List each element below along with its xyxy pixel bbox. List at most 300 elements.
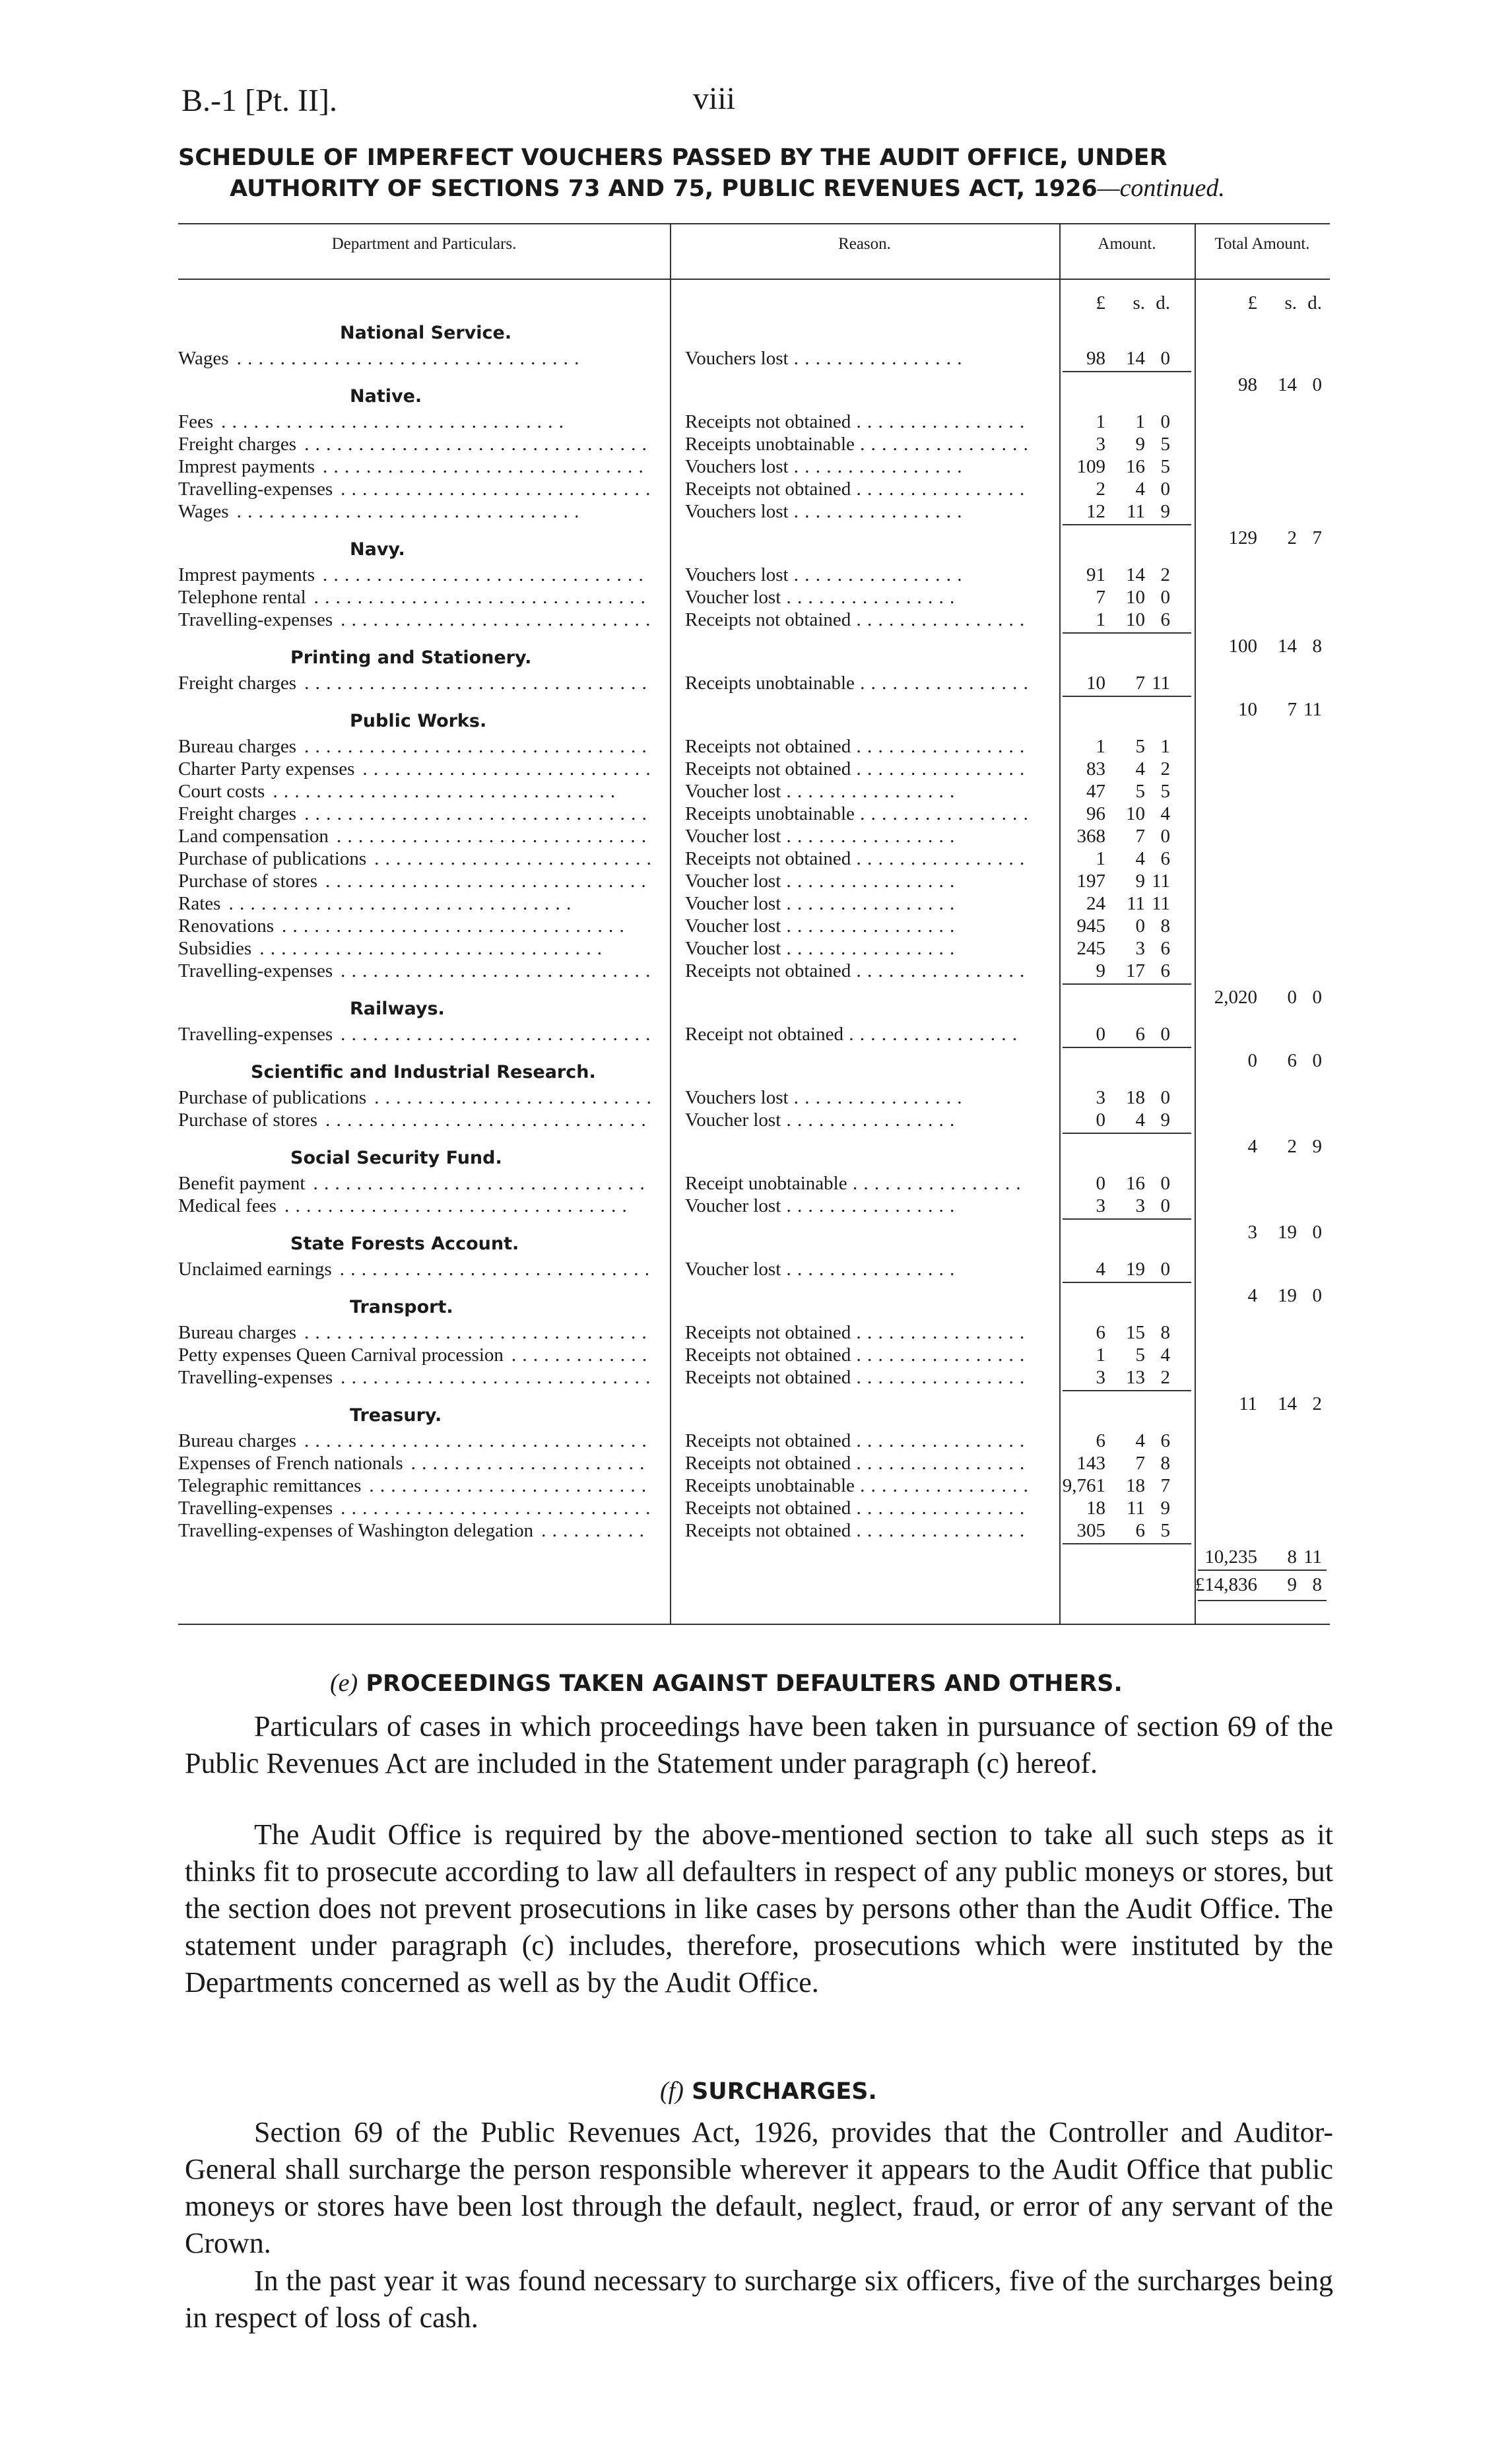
total-pence: 11 bbox=[1303, 699, 1322, 720]
total-pounds: 10 bbox=[1238, 699, 1257, 720]
row-particulars-text: Medical fees bbox=[178, 1195, 277, 1216]
total-shillings: 19 bbox=[1278, 1222, 1297, 1243]
total-pence: 0 bbox=[1312, 987, 1322, 1008]
row-reason-text: Receipts unobtainable bbox=[685, 1475, 855, 1496]
row-reason-text: Voucher lost bbox=[685, 871, 781, 892]
department-total bbox=[1195, 1135, 1330, 1158]
amount-shillings: 4 bbox=[1135, 479, 1145, 500]
row-amount bbox=[1056, 825, 1178, 847]
total-shillings: 8 bbox=[1287, 1546, 1297, 1568]
total-shillings: 7 bbox=[1287, 699, 1297, 720]
row-particulars bbox=[178, 478, 650, 500]
row-reason-text: Receipt not obtained bbox=[685, 1024, 843, 1045]
row-particulars-text: Freight charges bbox=[178, 673, 297, 694]
row-particulars bbox=[178, 672, 650, 694]
amount-pence: 0 bbox=[1160, 348, 1170, 369]
row-particulars bbox=[178, 347, 650, 370]
department-heading: Public Works. bbox=[350, 711, 487, 731]
row-amount bbox=[1056, 1086, 1178, 1109]
department-total bbox=[1195, 1284, 1330, 1307]
amount-shillings: 5 bbox=[1135, 781, 1145, 802]
total-pounds: 10,235 bbox=[1204, 1546, 1257, 1568]
row-reason-text: Voucher lost bbox=[685, 781, 781, 802]
amount-shillings: 3 bbox=[1135, 938, 1145, 959]
total-pounds: 100 bbox=[1228, 636, 1257, 657]
total-pounds: 11 bbox=[1239, 1393, 1257, 1414]
row-amount bbox=[1056, 937, 1178, 960]
row-amount bbox=[1056, 960, 1178, 982]
row-reason-text: Receipts not obtained bbox=[685, 1322, 851, 1343]
amount-shillings: 3 bbox=[1135, 1195, 1145, 1216]
amount-pounds: 3 bbox=[1096, 1195, 1105, 1216]
department-total bbox=[1195, 1049, 1330, 1072]
row-particulars bbox=[178, 915, 650, 937]
amount-shillings: 10 bbox=[1126, 803, 1145, 824]
amount-subtotal-rule bbox=[1063, 1047, 1191, 1048]
row-reason-text: Voucher lost bbox=[685, 1259, 781, 1280]
amount-pence: 11 bbox=[1152, 893, 1170, 914]
department-heading: Scientific and Industrial Research. bbox=[251, 1062, 596, 1082]
amount-pence: 6 bbox=[1160, 960, 1170, 981]
amount-pence: 0 bbox=[1160, 411, 1170, 432]
row-amount bbox=[1056, 564, 1178, 586]
row-particulars bbox=[178, 1474, 650, 1497]
amount-shillings: 6 bbox=[1135, 1520, 1145, 1541]
row-particulars-text: Travelling-expenses bbox=[178, 1024, 333, 1045]
department-total bbox=[1195, 1393, 1330, 1415]
row-reason-text: Receipts not obtained bbox=[685, 479, 851, 500]
department-total bbox=[1195, 698, 1330, 721]
row-reason-text: Receipts not obtained bbox=[685, 411, 851, 432]
row-particulars-text: Renovations bbox=[178, 915, 274, 937]
row-amount bbox=[1056, 672, 1178, 694]
row-particulars-text: Freight charges bbox=[178, 803, 297, 824]
amount-shillings: 4 bbox=[1135, 1430, 1145, 1451]
amount-pounds: 143 bbox=[1076, 1453, 1105, 1474]
row-particulars bbox=[178, 411, 650, 433]
row-reason-text: Receipts not obtained bbox=[685, 960, 851, 981]
total-pence: 2 bbox=[1312, 1393, 1322, 1414]
amount-shillings: 11 bbox=[1127, 1498, 1145, 1519]
total-pounds: 3 bbox=[1247, 1222, 1257, 1243]
amount-subtotal-rule bbox=[1063, 1390, 1191, 1391]
grand-total-shillings: 9 bbox=[1287, 1574, 1297, 1595]
amount-shillings: 18 bbox=[1126, 1087, 1145, 1108]
section-f-paragraph-2: In the past year it was found necessary to surcharge six officers, five of the surcharges being in respect of loss of cash. bbox=[185, 2265, 1333, 2334]
amount-pence: 11 bbox=[1152, 871, 1170, 892]
amount-pence: 2 bbox=[1160, 758, 1170, 779]
row-particulars-text: Travelling-expenses bbox=[178, 609, 333, 630]
row-reason-text: Receipts unobtainable bbox=[685, 673, 855, 694]
row-amount bbox=[1056, 803, 1178, 825]
row-particulars-text: Wages bbox=[178, 501, 229, 522]
page-reference: B.-1 [Pt. II]. bbox=[181, 83, 337, 118]
row-particulars-text: Wages bbox=[178, 348, 229, 369]
row-particulars-text: Bureau charges bbox=[178, 1430, 297, 1451]
row-particulars-text: Imprest payments bbox=[178, 564, 315, 585]
total-units: £ s. d. bbox=[1247, 292, 1322, 314]
department-heading: Native. bbox=[350, 386, 422, 407]
row-particulars bbox=[178, 1023, 650, 1045]
total-pence: 0 bbox=[1312, 374, 1322, 395]
amount-shillings: 16 bbox=[1126, 1173, 1145, 1194]
row-particulars bbox=[178, 1086, 650, 1109]
amount-pence: 5 bbox=[1160, 434, 1170, 455]
row-reason-text: Voucher lost bbox=[685, 826, 781, 847]
total-pence: 7 bbox=[1312, 527, 1322, 548]
total-pounds: 4 bbox=[1247, 1136, 1257, 1157]
row-particulars-text: Charter Party expenses bbox=[178, 758, 355, 779]
row-amount bbox=[1056, 1366, 1178, 1389]
department-total bbox=[1195, 1546, 1330, 1568]
row-reason-text: Voucher lost bbox=[685, 938, 781, 959]
total-pence: 8 bbox=[1312, 636, 1322, 657]
amount-shillings: 9 bbox=[1135, 434, 1145, 455]
row-particulars bbox=[178, 1519, 650, 1542]
row-reason-text: Receipts unobtainable bbox=[685, 803, 855, 824]
amount-pence: 0 bbox=[1160, 826, 1170, 847]
table-bottom-rule bbox=[178, 1624, 1330, 1625]
amount-pounds: 368 bbox=[1076, 826, 1105, 847]
amount-pounds: 1 bbox=[1096, 1344, 1105, 1366]
amount-shillings: 10 bbox=[1126, 609, 1145, 630]
row-particulars bbox=[178, 1344, 650, 1366]
row-amount bbox=[1056, 411, 1178, 433]
amount-pence: 0 bbox=[1160, 587, 1170, 608]
row-reason-text: Voucher lost bbox=[685, 915, 781, 937]
row-reason-text: Vouchers lost bbox=[685, 456, 789, 477]
row-particulars bbox=[178, 1258, 650, 1280]
amount-shillings: 9 bbox=[1135, 871, 1145, 892]
amount-pence: 0 bbox=[1160, 1173, 1170, 1194]
amount-pence: 11 bbox=[1152, 673, 1170, 694]
amount-subtotal-rule bbox=[1063, 371, 1191, 372]
department-total bbox=[1195, 986, 1330, 1009]
department-heading: Navy. bbox=[350, 539, 405, 560]
amount-shillings: 11 bbox=[1127, 893, 1145, 914]
amount-pence: 5 bbox=[1160, 456, 1170, 477]
total-pounds: 2,020 bbox=[1214, 987, 1257, 1008]
row-particulars-text: Travelling-expenses of Washington delegation bbox=[178, 1520, 534, 1541]
amount-pounds: 3 bbox=[1096, 1367, 1105, 1388]
amount-shillings: 11 bbox=[1127, 501, 1145, 522]
amount-pounds: 6 bbox=[1096, 1322, 1105, 1343]
amount-pounds: 2 bbox=[1096, 479, 1105, 500]
department-heading: State Forests Account. bbox=[290, 1234, 519, 1254]
total-pence: 0 bbox=[1312, 1050, 1322, 1071]
amount-pence: 2 bbox=[1160, 564, 1170, 585]
row-particulars bbox=[178, 1172, 650, 1195]
amount-pounds: 4 bbox=[1096, 1259, 1105, 1280]
row-amount bbox=[1056, 586, 1178, 609]
row-reason-text: Receipts not obtained bbox=[685, 758, 851, 779]
row-amount bbox=[1056, 915, 1178, 937]
row-reason-text: Receipts not obtained bbox=[685, 1367, 851, 1388]
row-amount bbox=[1056, 1258, 1178, 1280]
amount-shillings: 19 bbox=[1126, 1259, 1145, 1280]
row-particulars bbox=[178, 1109, 650, 1131]
row-particulars-text: Purchase of publications bbox=[178, 848, 367, 869]
page-number: viii bbox=[693, 81, 736, 116]
row-reason-text: Voucher lost bbox=[685, 893, 781, 914]
row-particulars-text: Petty expenses Queen Carnival procession bbox=[178, 1344, 504, 1366]
amount-subtotal-rule bbox=[1063, 1282, 1191, 1283]
amount-pounds: 1 bbox=[1096, 411, 1105, 432]
amount-pounds: 197 bbox=[1076, 871, 1105, 892]
title-line-2: AUTHORITY OF SECTIONS 73 AND 75, PUBLIC REVENUES ACT, 1926—continued. bbox=[230, 174, 1225, 202]
total-pounds: 98 bbox=[1238, 374, 1257, 395]
amount-shillings: 4 bbox=[1135, 1109, 1145, 1131]
department-heading: Treasury. bbox=[350, 1405, 442, 1426]
amount-pence: 0 bbox=[1160, 1087, 1170, 1108]
amount-shillings: 10 bbox=[1126, 587, 1145, 608]
row-amount bbox=[1056, 847, 1178, 870]
section-e-paragraph-2: The Audit Office is required by the above-mentioned section to take all such steps as it thinks fit to prosecute according to law all defaulters in respect of any public moneys or stores, but the section does not prevent prosecutions in like cases by persons other than the Audit Office. The statement under paragraph (c) includes, therefore, prosecutions which were instituted by the Departments concerned as well as by the Audit Office. bbox=[185, 1818, 1333, 1999]
row-particulars bbox=[178, 1366, 650, 1389]
row-particulars-text: Travelling-expenses bbox=[178, 1498, 333, 1519]
amount-pence: 6 bbox=[1160, 609, 1170, 630]
amount-pounds: 1 bbox=[1096, 609, 1105, 630]
total-pounds: 129 bbox=[1228, 527, 1257, 548]
row-amount bbox=[1056, 1321, 1178, 1344]
amount-pounds: 6 bbox=[1096, 1430, 1105, 1451]
row-particulars bbox=[178, 825, 650, 847]
row-particulars-text: Rates bbox=[178, 893, 221, 914]
vouchers-table bbox=[178, 223, 1330, 1625]
amount-pounds: 83 bbox=[1086, 758, 1105, 779]
total-pence: 0 bbox=[1312, 1285, 1322, 1306]
amount-pounds: 3 bbox=[1096, 434, 1105, 455]
row-reason-text: Receipts not obtained bbox=[685, 736, 851, 757]
amount-pounds: 24 bbox=[1086, 893, 1105, 914]
department-heading: Social Security Fund. bbox=[290, 1148, 502, 1168]
grand-total bbox=[1195, 1573, 1330, 1596]
amount-pounds: 96 bbox=[1086, 803, 1105, 824]
row-amount bbox=[1056, 1023, 1178, 1045]
row-particulars bbox=[178, 564, 650, 586]
amount-shillings: 5 bbox=[1135, 1344, 1145, 1366]
row-amount bbox=[1056, 1430, 1178, 1452]
row-particulars bbox=[178, 758, 650, 780]
amount-shillings: 0 bbox=[1135, 915, 1145, 937]
amount-pounds: 91 bbox=[1086, 564, 1105, 585]
department-total bbox=[1195, 635, 1330, 657]
row-particulars-text: Court costs bbox=[178, 781, 265, 802]
row-amount bbox=[1056, 1519, 1178, 1542]
row-particulars bbox=[178, 735, 650, 758]
amount-subtotal-rule bbox=[1063, 696, 1191, 697]
amount-shillings: 18 bbox=[1126, 1475, 1145, 1496]
amount-pounds: 0 bbox=[1096, 1109, 1105, 1131]
row-reason-text: Receipts not obtained bbox=[685, 1520, 851, 1541]
row-particulars bbox=[178, 1195, 650, 1217]
amount-shillings: 7 bbox=[1135, 1453, 1145, 1474]
row-particulars-text: Unclaimed earnings bbox=[178, 1259, 332, 1280]
total-pence: 0 bbox=[1312, 1222, 1322, 1243]
row-reason-text: Voucher lost bbox=[685, 587, 781, 608]
amount-pounds: 305 bbox=[1076, 1520, 1105, 1541]
amount-shillings: 1 bbox=[1135, 411, 1145, 432]
total-shillings: 19 bbox=[1278, 1285, 1297, 1306]
row-particulars bbox=[178, 1497, 650, 1519]
row-reason-text: Receipts not obtained bbox=[685, 609, 851, 630]
row-reason-text: Receipt unobtainable bbox=[685, 1173, 847, 1194]
row-particulars-text: Travelling-expenses bbox=[178, 960, 333, 981]
amount-subtotal-rule bbox=[1063, 1218, 1191, 1220]
row-amount bbox=[1056, 1474, 1178, 1497]
amount-pence: 4 bbox=[1160, 803, 1170, 824]
row-amount bbox=[1056, 455, 1178, 478]
grand-total-rule-top bbox=[1198, 1570, 1327, 1571]
row-particulars bbox=[178, 1430, 650, 1452]
row-particulars-text: Freight charges bbox=[178, 434, 297, 455]
grand-total-pence: 8 bbox=[1312, 1574, 1322, 1595]
row-reason-text: Voucher lost bbox=[685, 1195, 781, 1216]
amount-pounds: 945 bbox=[1076, 915, 1105, 937]
amount-pounds: 1 bbox=[1096, 736, 1105, 757]
row-particulars bbox=[178, 500, 650, 523]
row-particulars-text: Expenses of French nationals bbox=[178, 1453, 403, 1474]
header-amount: Amount. bbox=[1098, 235, 1156, 253]
section-f-paragraph-1: Section 69 of the Public Revenues Act, 1926, provides that the Controller and Auditor-General shall surcharge the person responsible wherever it appears to the Audit Office that public moneys or stores have been lost through the default, neglect, fraud, or error of any servant of the Crown. bbox=[185, 2116, 1333, 2259]
row-particulars-text: Travelling-expenses bbox=[178, 479, 333, 500]
total-pence: 9 bbox=[1312, 1136, 1322, 1157]
amount-pence: 0 bbox=[1160, 1195, 1170, 1216]
section-f-heading: (f) SURCHARGES. bbox=[660, 2077, 877, 2105]
row-reason-text: Receipts not obtained bbox=[685, 1498, 851, 1519]
header-reason: Reason. bbox=[838, 235, 891, 253]
department-heading: Railways. bbox=[350, 999, 445, 1019]
amount-pence: 1 bbox=[1160, 736, 1170, 757]
total-shillings: 2 bbox=[1287, 1136, 1297, 1157]
amount-pounds: 9,761 bbox=[1062, 1475, 1105, 1496]
amount-pence: 5 bbox=[1160, 781, 1170, 802]
amount-pounds: 9 bbox=[1096, 960, 1105, 981]
amount-pence: 8 bbox=[1160, 915, 1170, 937]
department-heading: National Service. bbox=[340, 323, 512, 343]
amount-shillings: 17 bbox=[1126, 960, 1145, 981]
row-particulars bbox=[178, 780, 650, 803]
row-particulars bbox=[178, 1452, 650, 1474]
amount-shillings: 6 bbox=[1135, 1024, 1145, 1045]
row-amount bbox=[1056, 609, 1178, 631]
row-particulars bbox=[178, 803, 650, 825]
department-total bbox=[1195, 1221, 1330, 1243]
amount-subtotal-rule bbox=[1063, 1133, 1191, 1134]
amount-pence: 6 bbox=[1160, 1430, 1170, 1451]
amount-pence: 7 bbox=[1160, 1475, 1170, 1496]
grand-total-rule-bottom bbox=[1198, 1600, 1327, 1601]
row-amount bbox=[1056, 870, 1178, 892]
amount-pounds: 98 bbox=[1086, 348, 1105, 369]
amount-shillings: 5 bbox=[1135, 736, 1145, 757]
amount-pence: 0 bbox=[1160, 479, 1170, 500]
amount-shillings: 13 bbox=[1126, 1367, 1145, 1388]
row-particulars bbox=[178, 455, 650, 478]
amount-pounds: 1 bbox=[1096, 848, 1105, 869]
row-amount bbox=[1056, 500, 1178, 523]
amount-pounds: 10 bbox=[1086, 673, 1105, 694]
amount-subtotal-rule bbox=[1063, 983, 1191, 985]
row-particulars-text: Land compensation bbox=[178, 826, 329, 847]
row-particulars-text: Benefit payment bbox=[178, 1173, 306, 1194]
row-particulars bbox=[178, 892, 650, 915]
row-particulars bbox=[178, 586, 650, 609]
row-reason-text: Receipts not obtained bbox=[685, 1344, 851, 1366]
amount-shillings: 7 bbox=[1135, 826, 1145, 847]
row-reason-text: Vouchers lost bbox=[685, 348, 789, 369]
row-particulars bbox=[178, 847, 650, 870]
total-shillings: 14 bbox=[1278, 636, 1297, 657]
row-particulars-text: Imprest payments bbox=[178, 456, 315, 477]
amount-pounds: 0 bbox=[1096, 1024, 1105, 1045]
amount-subtotal-rule bbox=[1063, 524, 1191, 525]
department-heading: Printing and Stationery. bbox=[290, 647, 532, 668]
title-line-1: SCHEDULE OF IMPERFECT VOUCHERS PASSED BY THE AUDIT OFFICE, UNDER bbox=[178, 145, 1167, 171]
amount-pence: 0 bbox=[1160, 1259, 1170, 1280]
row-particulars-text: Telephone rental bbox=[178, 587, 306, 608]
amount-shillings: 14 bbox=[1126, 348, 1145, 369]
amount-pounds: 12 bbox=[1086, 501, 1105, 522]
row-amount bbox=[1056, 1109, 1178, 1131]
amount-pounds: 7 bbox=[1096, 587, 1105, 608]
row-particulars bbox=[178, 937, 650, 960]
row-reason-text: Receipts not obtained bbox=[685, 848, 851, 869]
amount-pence: 9 bbox=[1160, 501, 1170, 522]
total-shillings: 6 bbox=[1287, 1050, 1297, 1071]
amount-shillings: 4 bbox=[1135, 758, 1145, 779]
total-shillings: 14 bbox=[1278, 1393, 1297, 1414]
total-pounds: 0 bbox=[1247, 1050, 1257, 1071]
total-shillings: 2 bbox=[1287, 527, 1297, 548]
row-particulars-text: Telegraphic remittances bbox=[178, 1475, 362, 1496]
row-amount bbox=[1056, 433, 1178, 455]
row-particulars-text: Subsidies bbox=[178, 938, 252, 959]
row-particulars-text: Purchase of stores bbox=[178, 1109, 318, 1131]
row-amount bbox=[1056, 892, 1178, 915]
amount-pounds: 245 bbox=[1076, 938, 1105, 959]
amount-shillings: 16 bbox=[1126, 456, 1145, 477]
row-particulars-text: Purchase of publications bbox=[178, 1087, 367, 1108]
amount-pounds: 0 bbox=[1096, 1173, 1105, 1194]
row-reason-text: Receipts unobtainable bbox=[685, 434, 855, 455]
row-amount bbox=[1056, 478, 1178, 500]
amount-pence: 0 bbox=[1160, 1024, 1170, 1045]
amount-subtotal-rule bbox=[1063, 632, 1191, 634]
grand-total-pounds: £14,836 bbox=[1195, 1574, 1257, 1595]
row-reason-text: Receipts not obtained bbox=[685, 1453, 851, 1474]
amount-shillings: 15 bbox=[1126, 1322, 1145, 1343]
row-particulars bbox=[178, 870, 650, 892]
total-shillings: 0 bbox=[1287, 987, 1297, 1008]
row-amount bbox=[1056, 347, 1178, 370]
row-particulars bbox=[178, 609, 650, 631]
amount-pence: 2 bbox=[1160, 1367, 1170, 1388]
amount-pence: 5 bbox=[1160, 1520, 1170, 1541]
row-reason-text: Receipts not obtained bbox=[685, 1430, 851, 1451]
amount-pence: 6 bbox=[1160, 848, 1170, 869]
row-amount bbox=[1056, 1344, 1178, 1366]
amount-pence: 6 bbox=[1160, 938, 1170, 959]
section-e-paragraph-1: Particulars of cases in which proceedings have been taken in pursuance of section 69 of the Public Revenues Act are included in the Statement under paragraph (c) hereof. bbox=[185, 1710, 1333, 1779]
row-amount bbox=[1056, 1172, 1178, 1195]
header-department: Department and Particulars. bbox=[331, 235, 517, 253]
row-reason-text: Vouchers lost bbox=[685, 1087, 789, 1108]
row-reason-text: Voucher lost bbox=[685, 1109, 781, 1131]
amount-pence: 8 bbox=[1160, 1322, 1170, 1343]
row-particulars-text: Bureau charges bbox=[178, 1322, 297, 1343]
row-particulars-text: Travelling-expenses bbox=[178, 1367, 333, 1388]
